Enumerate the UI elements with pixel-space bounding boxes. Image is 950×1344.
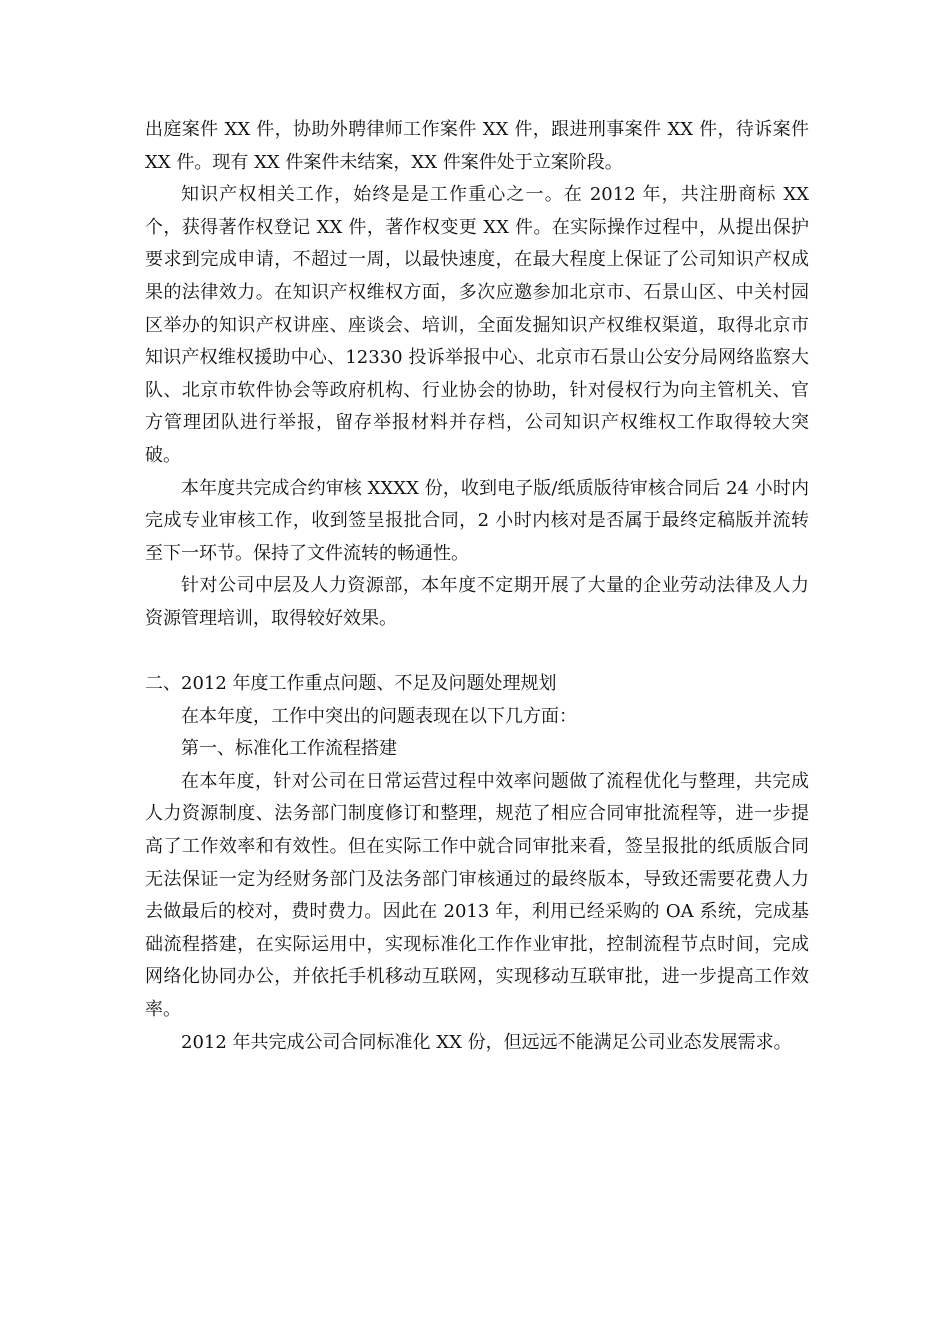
section-heading-2: 二、2012 年度工作重点问题、不足及问题处理规划	[145, 673, 557, 695]
paragraph-problems-intro: 在本年度，工作中突出的问题表现在以下几方面：	[181, 705, 577, 727]
paragraph-contract-standardization: 2012 年共完成公司合同标准化 XX 份，但远远不能满足公司业态发展需求。	[181, 1031, 792, 1053]
paragraph-workflow-optimization: 在本年度，针对公司在日常运营过程中效率问题做了流程优化与整理，共完成人力资源制度、法务部门制度修订和整理，规范了相应合同审批流程等，进一步提高了工作效率和有效性。但在实际工作中就合同审批来看，签呈报批的纸质版合同无法保证一定为经财务部门及法务部门审核通过的最终版本，导致还需要花费人力去做最后的校对，费时费力。因此在 2013 年，利用已经采购的 OA 系统，完成基础流程搭建，在实际运用中，实现标准化工作作业审批，控制流程节点时间，完成网络化协同办公，并依托手机移动互联网，实现移动互联审批，进一步提高工作效率。	[145, 770, 809, 1021]
document-body	[145, 114, 809, 1059]
subheading-standard-workflow: 第一、标准化工作流程搭建	[181, 738, 397, 760]
paragraph-contract-review: 本年度共完成合约审核 XXXX 份，收到电子版/纸质版待审核合同后 24 小时内完成专业审核工作，收到签呈报批合同，2 小时内核对是否属于最终定稿版并流转至下一环节。保持了文件流转的畅通性。	[145, 477, 809, 564]
paragraph-case-summary: 出庭案件 XX 件，协助外聘律师工作案件 XX 件，跟进刑事案件 XX 件，待诉案件 XX 件。现有 XX 件案件未结案，XX 件案件处于立案阶段。	[145, 119, 809, 173]
paragraph-intellectual-property: 知识产权相关工作，始终是是工作重心之一。在 2012 年，共注册商标 XX 个，获得著作权登记 XX 件，著作权变更 XX 件。在实际操作过程中，从提出保护要求到完成申请，不超过一周，以最快速度，在最大程度上保证了公司知识产权成果的法律效力。在知识产权维权方面，多次应邀参加北京市、石景山区、中关村园区举办的知识产权讲座、座谈会、培训，全面发掘知识产权维权渠道，取得北京市知识产权维权援助中心、12330 投诉举报中心、北京市石景山公安分局网络监察大队、北京市软件协会等政府机构、行业协会的协助，针对侵权行为向主管机关、官方管理团队进行举报，留存举报材料并存档，公司知识产权维权工作取得较大突破。	[145, 184, 809, 466]
paragraph-training: 针对公司中层及人力资源部，本年度不定期开展了大量的企业劳动法律及人力资源管理培训，取得较好效果。	[145, 575, 809, 629]
